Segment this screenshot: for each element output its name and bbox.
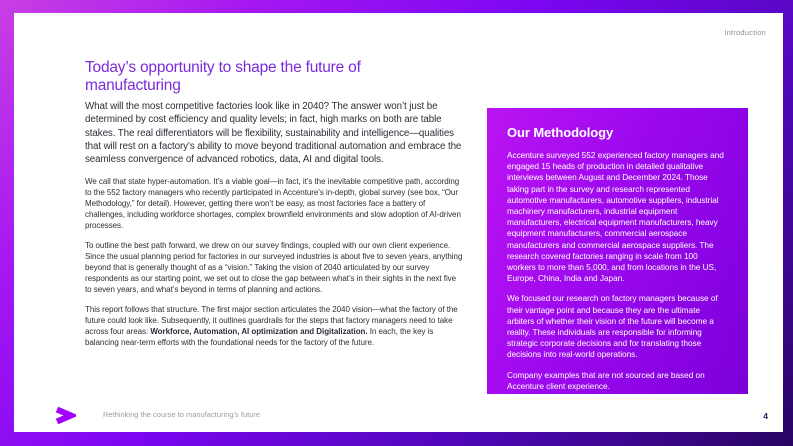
methodology-paragraph: Accenture surveyed 552 experienced factory managers and engaged 15 heads of production in detailed qualitative interviews between August and December 2024. Those taking part in the survey and research represented automotive manufacturers, automotive suppliers, industrial machinery manufacturers, industrial equipment manufacturers, electrical equipment manufacturers, heavy equipment manufacturers, commercial aerospace manufacturers and commercial aerospace suppliers. The research covered factories ranging in scale from 100 workers to more than 5,000, and from locations in the US, Europe, China, India and Japan. bbox=[507, 150, 724, 284]
body-paragraph: To outline the best path forward, we drew on our survey findings, coupled with our own client experience. Since the usual planning period for factories in our surveyed industries is about five to seven years, anything beyond that is generally thought of as a “vision.” Taking the vision of 2040 articulated by our survey respondents as our starting point, we set out to close the gap between what’s in their sights in the next five to seven years, and what’s beyond in terms of planning and actions. bbox=[85, 241, 463, 294]
body-paragraph-final: This report follows that structure. The first major section articulates the 2040 vision—what the factory of the future could look like. Subsequently, it outlines guardrails for the steps that factory managers need to take across four areas: Workforce, Automation, AI optimization and Digitalization. In each, the key is balancing near-term efforts with the foundational needs for the factory of the future. bbox=[85, 305, 458, 347]
methodology-callout-box bbox=[487, 108, 748, 394]
methodology-title: Our Methodology bbox=[507, 125, 614, 140]
methodology-paragraph: Company examples that are not sourced are based on Accenture client experience. bbox=[507, 369, 705, 391]
page-title: Today’s opportunity to shape the future of manufacturing bbox=[85, 59, 361, 94]
body-paragraph: We call that state hyper-automation. It’s a viable goal—in fact, it’s the inevitable competitive path, according to the 552 factory managers who recently participated in Accenture’s in-depth, global survey (see box, “Our Methodology,” for detail). However, getting there won’t be easy, as most factories face a battery of challenges, including workforce shortages, complex brownfield environments and slow adoption of AI-driven processes. bbox=[85, 177, 461, 230]
footer-report-title: Rethinking the course to manufacturing’s future bbox=[103, 410, 261, 419]
page-number: 4 bbox=[763, 411, 768, 421]
section-label: Introduction bbox=[724, 28, 766, 37]
page-footer bbox=[14, 402, 783, 432]
intro-paragraph: What will the most competitive factories look like in 2040? The answer won’t just be determined by cost efficiency and quality levels; in fact, high marks on both are table stakes. The real differentiators will be flexibility, sustainability and intelligence—qualities that will rest on a factory’s ability to move beyond traditional automation and embrace the seamless convergence of advanced robotics, data, AI and digital tools. bbox=[85, 101, 462, 166]
report-page bbox=[14, 13, 783, 432]
accenture-logo-icon bbox=[54, 407, 76, 424]
main-text-column bbox=[85, 100, 463, 359]
methodology-paragraph: We focused our research on factory managers because of their vantage point and because they are the ultimate arbiters of whether their vision of the future will become a reality. These individuals are responsible for informing strategic corporate decisions and for translating those decisions into real-world operations. bbox=[507, 293, 718, 360]
